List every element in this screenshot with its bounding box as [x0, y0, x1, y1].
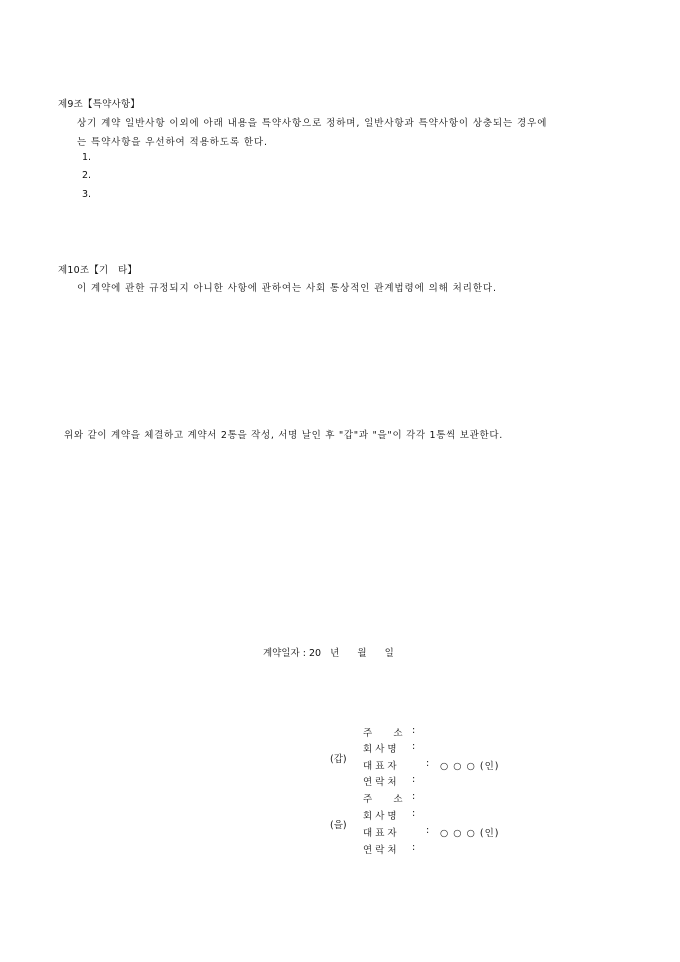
party-b-contact-label: 연 락 처: [363, 845, 397, 856]
party-a-representative-colon: :: [426, 758, 430, 769]
article9-item-3: 3.: [82, 189, 92, 200]
party-b-contact-colon: :: [412, 842, 416, 853]
article9-heading: 제9조【특약사항】: [58, 99, 140, 110]
party-b-representative-label: 대 표 자: [363, 828, 397, 839]
party-a-address-colon: :: [412, 725, 416, 736]
article9-text-line2: 는 특약사항을 우선하여 적용하도록 한다.: [77, 137, 268, 148]
party-a-address-label: 주 소: [363, 728, 403, 739]
closing-statement: 위와 같이 계약을 체결하고 계약서 2통을 작성, 서명 날인 후 "갑"과 "을"이 각각 1통씩 보관한다.: [64, 430, 503, 441]
article9-item-1: 1.: [82, 152, 92, 163]
party-b-company-label: 회 사 명: [363, 811, 397, 822]
party-b-label: (을): [330, 820, 347, 831]
contract-date: 계약일자 : 20 년 월 일: [263, 648, 394, 659]
article9-item-2: 2.: [82, 170, 92, 181]
party-b-representative-colon: :: [426, 825, 430, 836]
article10-text-line1: 이 계약에 관한 규정되지 아니한 사항에 관하여는 사회 통상적인 관계법령에 의해 처리한다.: [77, 283, 497, 294]
party-a-label: (갑): [330, 754, 347, 765]
article10-heading: 제10조【기 타】: [58, 265, 138, 276]
party-b-address-colon: :: [412, 791, 416, 802]
party-a-contact-colon: :: [412, 774, 416, 785]
party-b-company-colon: :: [412, 808, 416, 819]
party-b-address-label: 주 소: [363, 794, 403, 805]
party-a-seal: ○ ○ ○ (인): [440, 761, 500, 772]
party-a-company-label: 회 사 명: [363, 744, 397, 755]
party-a-company-colon: :: [412, 741, 416, 752]
party-b-seal: ○ ○ ○ (인): [440, 828, 500, 839]
party-a-contact-label: 연 락 처: [363, 777, 397, 788]
article9-text-line1: 상기 계약 일반사항 이외에 아래 내용을 특약사항으로 정하며, 일반사항과 특약사항이 상충되는 경우에: [77, 118, 548, 129]
party-a-representative-label: 대 표 자: [363, 761, 397, 772]
